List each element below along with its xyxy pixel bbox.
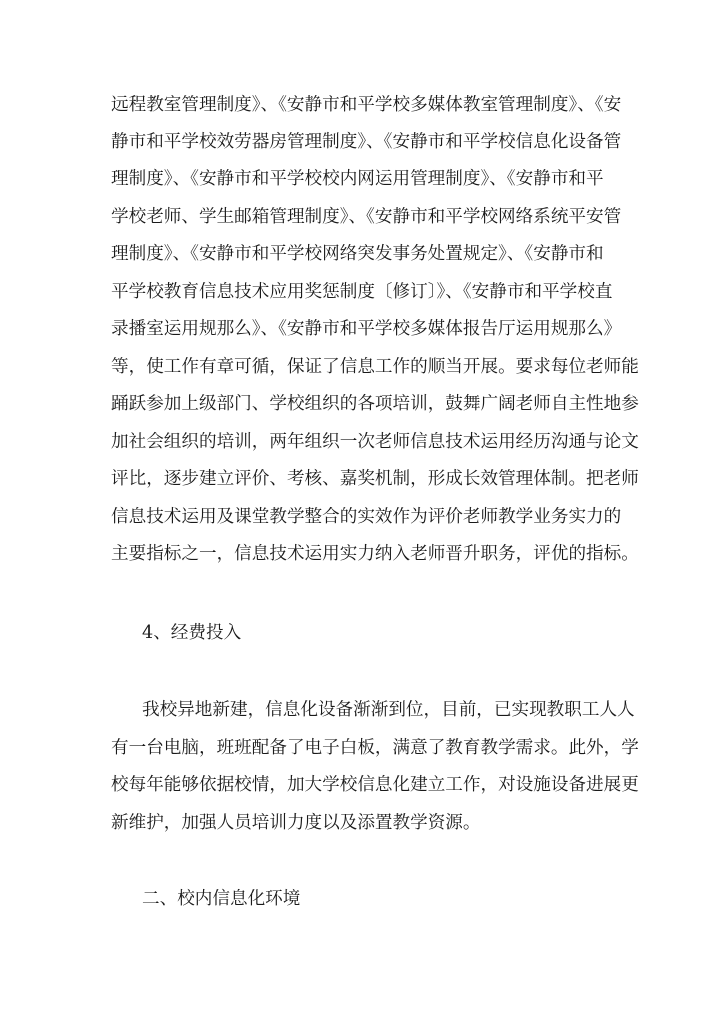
- paragraph-line: 踊跃参加上级部门、学校组织的各项培训，鼓舞广阔老师自主性地参: [111, 394, 639, 414]
- paragraph-line: 加社会组织的培训，两年组织一次老师信息技术运用经历沟通与论文: [111, 432, 639, 452]
- paragraph-line: 主要指标之一，信息技术运用实力纳入老师晋升职务，评优的指标。: [111, 544, 639, 564]
- paragraph-line: 信息技术运用及课堂教学整合的实效作为评价老师教学业务实力的: [111, 507, 622, 527]
- paragraph-line: 平学校教育信息技术应用奖惩制度〔修订〕》、《安静市和平学校直: [111, 282, 613, 302]
- paragraph-line: 评比，逐步建立评价、考核、嘉奖机制，形成长效管理体制。把老师: [111, 469, 639, 489]
- paragraph-line: 理制度》、《安静市和平学校网络突发事务处置规定》、《安静市和: [111, 244, 604, 264]
- chapter-heading: 二、校内信息化环境: [142, 889, 301, 909]
- paragraph-line: 等，使工作有章可循，保证了信息工作的顺当开展。要求每位老师能: [111, 357, 639, 377]
- paragraph-line: 录播室运用规那么》、《安静市和平学校多媒体报告厅运用规那么》: [111, 319, 622, 339]
- paragraph-line: 静市和平学校效劳器房管理制度》、《安静市和平学校信息化设备管: [111, 132, 622, 152]
- paragraph-line: 远程教室管理制度》、《安静市和平学校多媒体教室管理制度》、《安: [111, 95, 622, 115]
- paragraph-line: 我校异地新建，信息化设备渐渐到位，目前，已实现教职工人人: [142, 700, 635, 720]
- paragraph-line: 校每年能够依据校情，加大学校信息化建立工作，对设施设备进展更: [111, 775, 639, 795]
- paragraph-line: 新维护，加强人员培训力度以及添置教学资源。: [111, 813, 481, 833]
- paragraph-line: 有一台电脑，班班配备了电子白板，满意了教育教学需求。此外，学: [111, 738, 639, 758]
- section-heading: 4、经费投入: [142, 623, 242, 643]
- paragraph-line: 学校老师、学生邮箱管理制度》、《安静市和平学校网络系统平安管: [111, 207, 622, 227]
- paragraph-line: 理制度》、《安静市和平学校校内网运用管理制度》、《安静市和平: [111, 169, 604, 189]
